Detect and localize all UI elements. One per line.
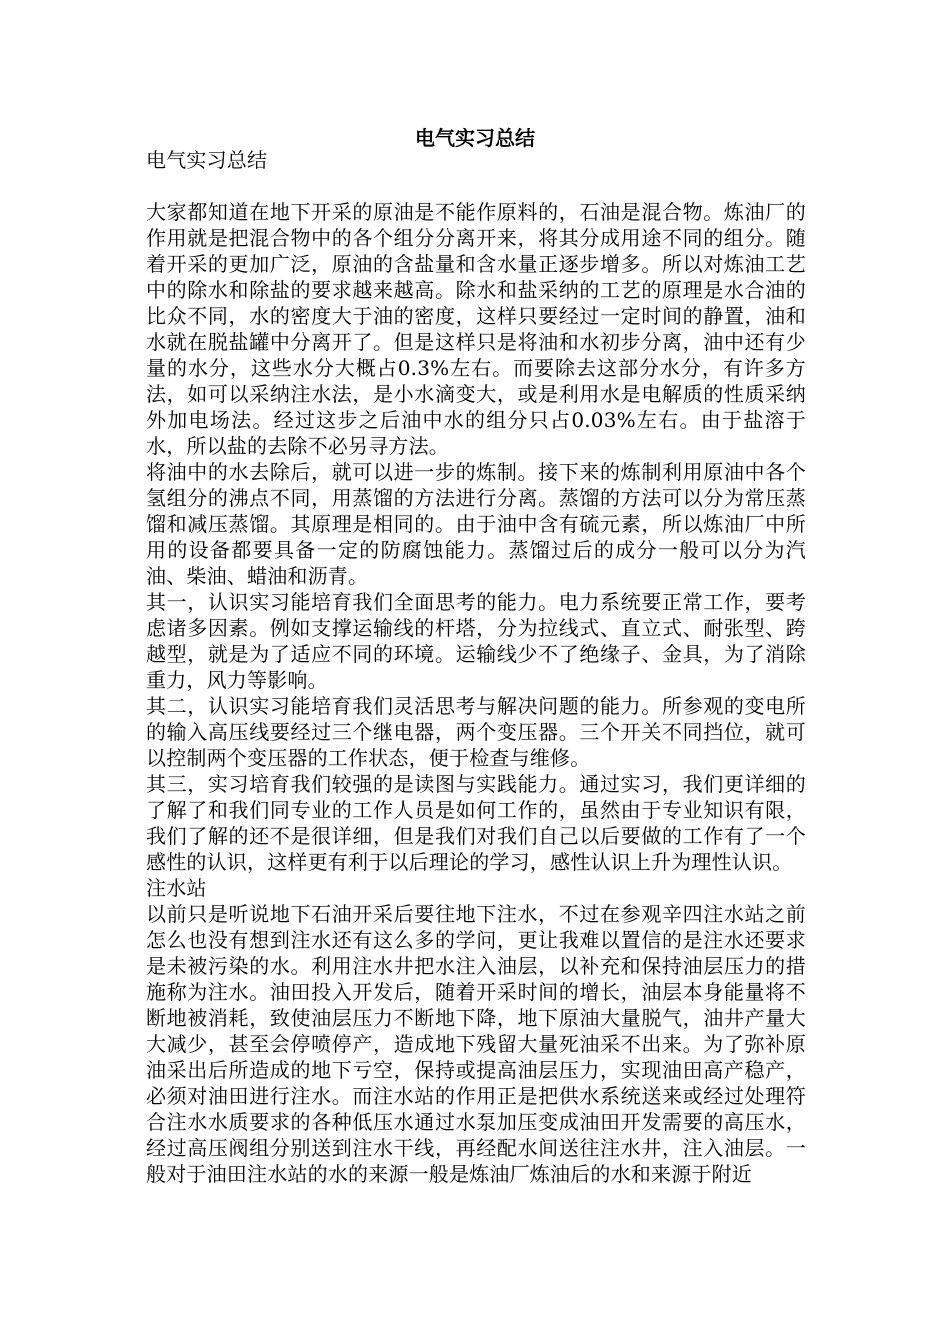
paragraph-second-point: 其二，认识实习能培育我们灵活思考与解决问题的能力。所参观的变电所的输入高压线要经过三个继电器，两个变压器。三个开关不同挡位，就可以控制两个变压器的工作状态，便于检查与维修。: [146, 694, 806, 770]
section-heading-water-injection: 注水站: [146, 876, 207, 900]
paragraph-first-point: 其一，认识实习能培育我们全面思考的能力。电力系统要正常工作，要考虑诸多因素。例如支撑运输线的杆塔，分为拉线式、直立式、耐张型、跨越型，就是为了适应不同的环境。运输线少不了绝缘子、金具，为了消除重力，风力等影响。: [146, 590, 806, 692]
paragraph-third-point: 其三，实习培育我们较强的是读图与实践能力。通过实习，我们更详细的了解了和我们同专业的工作人员是如何工作的，虽然由于专业知识有限，我们了解的还不是很详细，但是我们对我们自己以后要做的工作有了一个感性的认识，这样更有利于以后理论的学习，感性认识上升为理性认识。: [146, 772, 806, 874]
paragraph-water-injection: 以前只是听说地下石油开采后要往地下注水，不过在参观辛四注水站之前怎么也没有想到注水还有这么多的学问，更让我难以置信的是注水还要求是未被污染的水。利用注水井把水注入油层，以补充和保持油层压力的措施称为注水。油田投入开发后，随着开采时间的增长，油层本身能量将不断地被消耗，致使油层压力不断地下降，地下原油大量脱气，油井产量大大减少，甚至会停喷停产，造成地下残留大量死油采不出来。为了弥补原油采出后所造成的地下亏空，保持或提高油层压力，实现油田高产稳产，必须对油田进行注水。而注水站的作用正是把供水系统送来或经过处理符合注水水质要求的各种低压水通过水泵加压变成油田开发需要的高压水，经过高压阀组分别送到注水干线，再经配水间送往注水井，注入油层。一般对于油田注水站的水的来源一般是炼油厂炼油后的水和来源于附近: [146, 902, 806, 1186]
paragraph-desalting: 大家都知道在地下开采的原油是不能作原料的，石油是混合物。炼油厂的作用就是把混合物中的各个组分分离开来，将其分成用途不同的组分。随着开采的更加广泛，原油的含盐量和含水量正逐步增多。所以对炼油工艺中的除水和除盐的要求越来越高。除水和盐采纳的工艺的原理是水合油的比众不同，水的密度大于油的密度，这样只要经过一定时间的静置，油和水就在脱盐罐中分离开了。但是这样只是将油和水初步分离，油中还有少量的水分，这些水分大概占0.3%左右。而要除去这部分水分，有许多方法，如可以采纳注水法，是小水滴变大，或是利用水是电解质的性质采纳外加电场法。经过这步之后油中水的组分只占0.03%左右。由于盐溶于水，所以盐的去除不必另寻方法。: [146, 200, 806, 458]
paragraph-distillation: 将油中的水去除后，就可以进一步的炼制。接下来的炼制利用原油中各个氢组分的沸点不同，用蒸馏的方法进行分离。蒸馏的方法可以分为常压蒸馏和减压蒸馏。其原理是相同的。由于油中含有硫元素，所以炼油厂中所用的设备都要具备一定的防腐蚀能力。蒸馏过后的成分一般可以分为汽油、柴油、蜡油和沥青。: [146, 460, 806, 588]
document-title: 电气实习总结: [415, 126, 535, 150]
document-subtitle: 电气实习总结: [146, 148, 268, 172]
document-body: [146, 147, 806, 1187]
